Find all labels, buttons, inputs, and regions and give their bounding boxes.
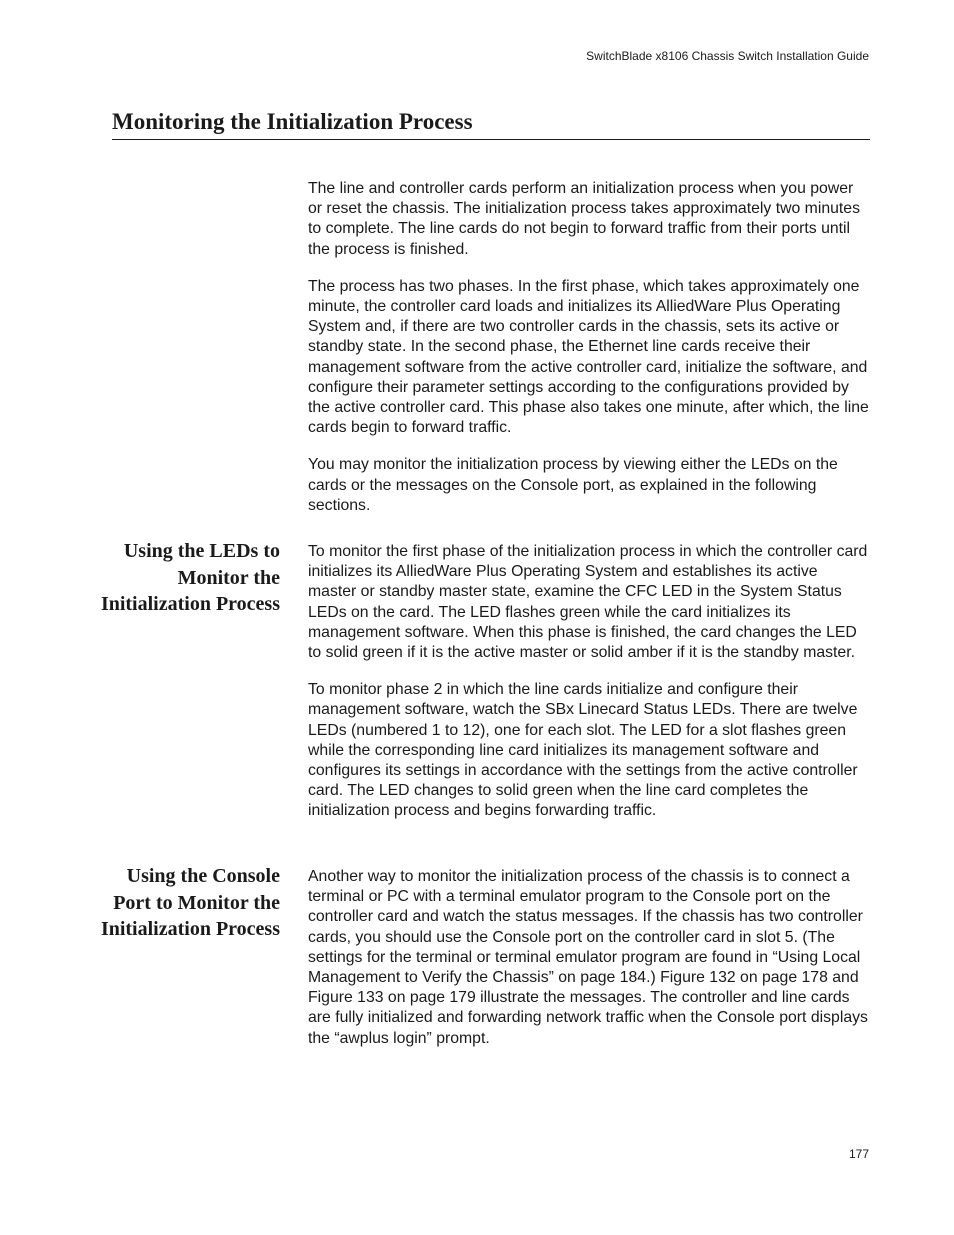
section-title: Monitoring the Initialization Process bbox=[112, 109, 473, 134]
subsection-heading-leds: Using the LEDs to Monitor the Initialization Process bbox=[100, 540, 280, 615]
intro-paragraph: The line and controller cards perform an initialization process when you power or reset the chassis. The initialization process takes approximately two minutes to complete. The line cards do not begin to forward traffic from their ports until the process is finished. bbox=[308, 180, 860, 258]
intro-paragraph: You may monitor the initialization process by viewing either the LEDs on the cards or the messages on the Console port, as explained in the following sections. bbox=[308, 456, 838, 514]
body-paragraph: To monitor the first phase of the initialization process in which the controller card initializes its AlliedWare Plus Operating System and establishes its active master or standby master state, examine the CFC LED in the System Status LEDs on the card. The LED flashes green while the card initializes its management software. When this phase is finished, the card changes the LED to solid green if it is the active master or solid amber if it is the standby master. bbox=[308, 543, 868, 662]
body-paragraph: To monitor phase 2 in which the line cards initialize and configure their management software, watch the SBx Linecard Status LEDs. There are twelve LEDs (numbered 1 to 12), one for each slot. The LED for a slot flashes green while the corresponding line card initializes its management software and configures its settings in accordance with the settings from the active controller card. The LED changes to solid green when the line card completes the initialization process and begins forwarding traffic. bbox=[308, 681, 858, 820]
running-header: SwitchBlade x8106 Chassis Switch Installation Guide bbox=[586, 49, 869, 63]
subsection-body-leds bbox=[308, 542, 870, 839]
subsection-heading-console: Using the Console Port to Monitor the Initialization Process bbox=[100, 865, 280, 940]
body-paragraph: Another way to monitor the initialization process of the chassis is to connect a terminal or PC with a terminal emulator program to the Console port on the controller card and watch the status messages. If the chassis has two controller cards, you should use the Console port on the controller card in slot 5. (The settings for the terminal or terminal emulator program are found in “Using Local Management to Verify the Chassis” on page 184.) Figure 132 on page 178 and Figure 133 on page 179 illustrate the messages. The controller and line cards are fully initialized and forwarding network traffic when the Console port displays the “awplus login” prompt. bbox=[308, 868, 868, 1047]
page-number: 177 bbox=[848, 1147, 869, 1161]
intro-paragraph: The process has two phases. In the first phase, which takes approximately one minute, the controller card loads and initializes its AlliedWare Plus Operating System and, if there are two controller cards in the chassis, sets its active or standby state. In the second phase, the Ethernet line cards receive their management software from the active controller card, initialize the software, and configure their parameter settings according to the configurations provided by the active controller card. This phase also takes one minute, after which, the line cards begin to forward traffic. bbox=[308, 277, 869, 437]
subsection-body-console bbox=[308, 867, 870, 1066]
title-rule bbox=[112, 139, 870, 140]
intro-body bbox=[308, 179, 870, 533]
